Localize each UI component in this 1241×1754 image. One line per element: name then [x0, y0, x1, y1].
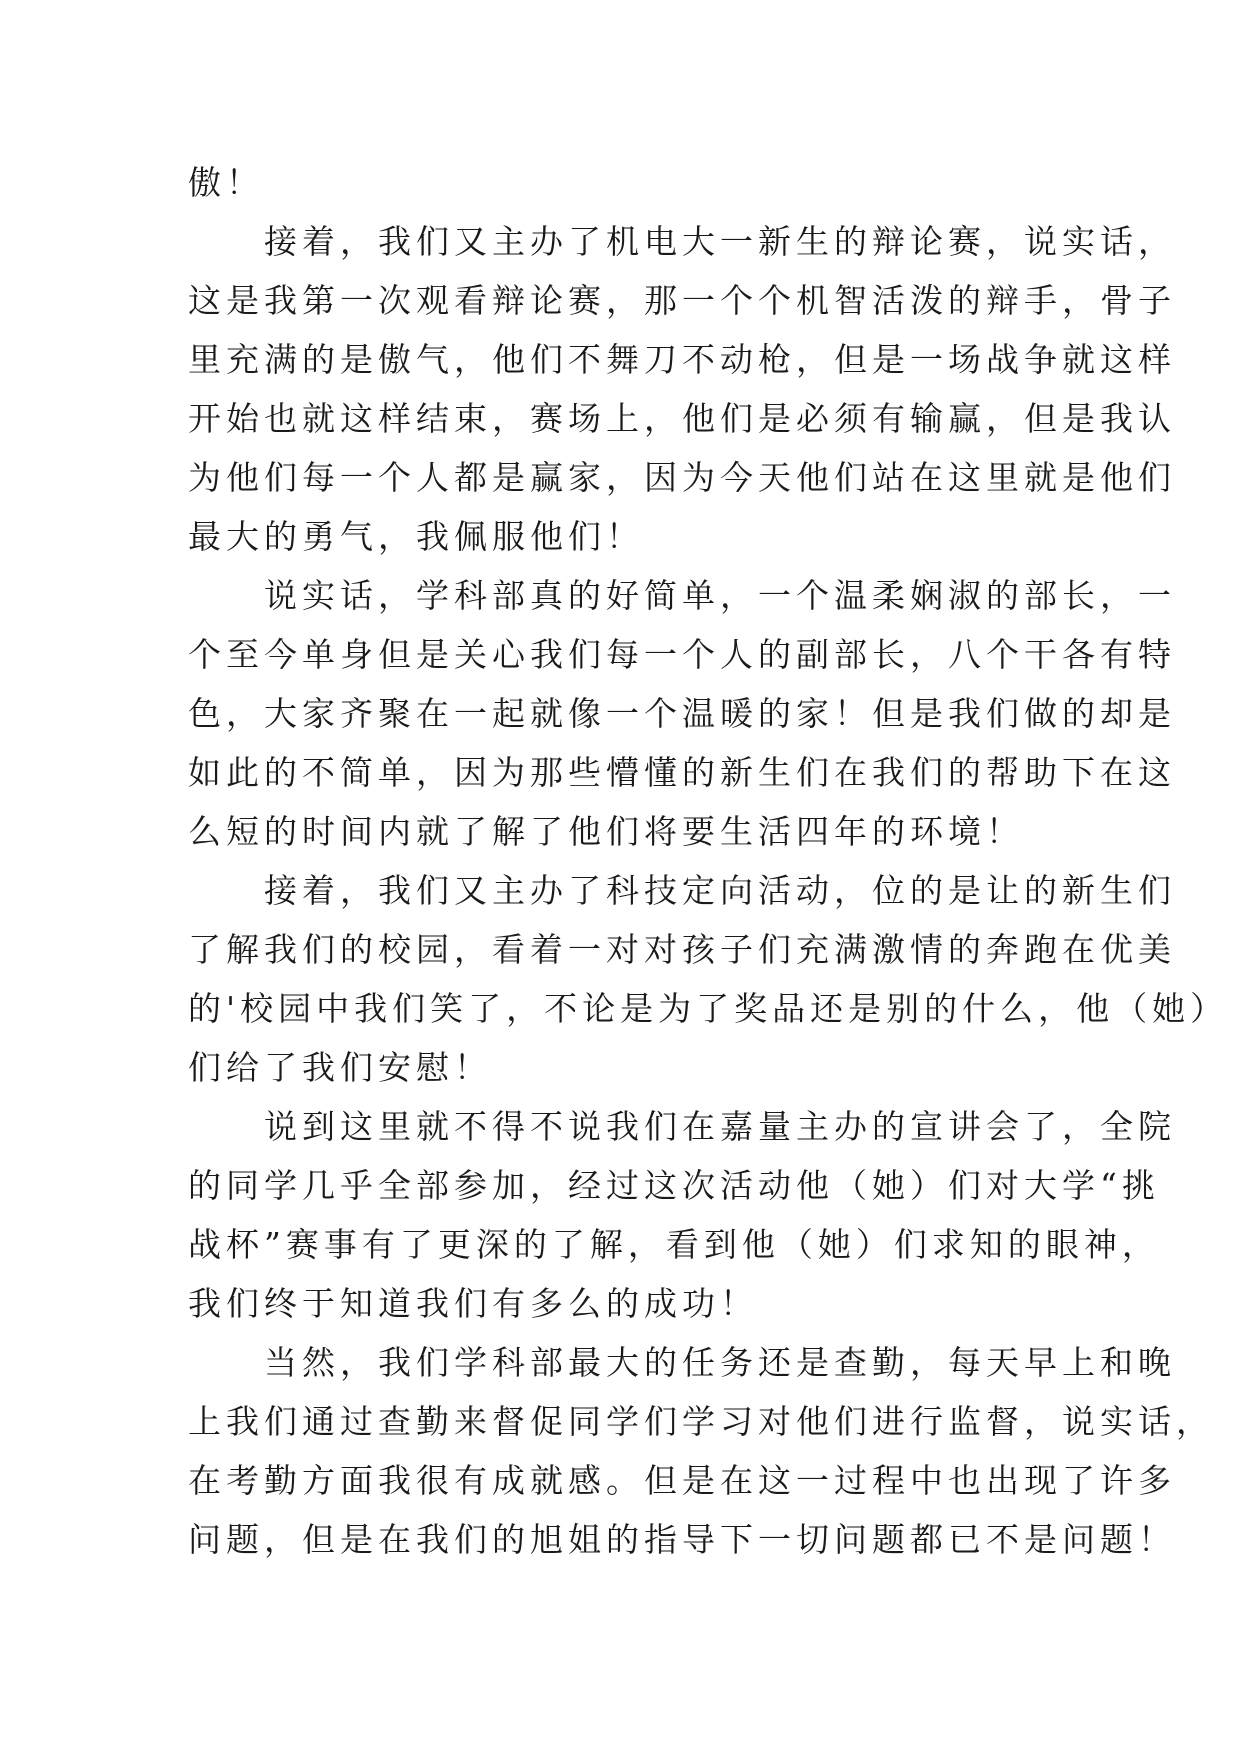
- text-line: 为他们每一个人都是赢家，因为今天他们站在这里就是他们: [188, 458, 1176, 497]
- text-line: 说到这里就不得不说我们在嘉量主办的宣讲会了，全院: [264, 1107, 1176, 1146]
- text-line: 上我们通过查勤来督促同学们学习对他们进行监督，说实话，: [188, 1402, 1214, 1441]
- text-line: 个至今单身但是关心我们每一个人的副部长，八个干各有特: [188, 635, 1176, 674]
- text-line: 傲！: [188, 163, 264, 202]
- text-line: 的'校园中我们笑了，不论是为了奖品还是别的什么，他（她）: [188, 989, 1229, 1028]
- text-line: 们给了我们安慰！: [188, 1048, 492, 1087]
- text-line: 我们终于知道我们有多么的成功！: [188, 1284, 758, 1323]
- text-line: 这是我第一次观看辩论赛，那一个个机智活泼的辩手，骨子: [188, 281, 1176, 320]
- text-line: 开始也就这样结束，赛场上，他们是必须有输赢，但是我认: [188, 399, 1176, 438]
- document-body: [188, 153, 1229, 1569]
- text-line: 当然，我们学科部最大的任务还是查勤，每天早上和晚: [264, 1343, 1176, 1382]
- text-line: 里充满的是傲气，他们不舞刀不动枪，但是一场战争就这样: [188, 340, 1176, 379]
- text-line: 的同学几乎全部参加，经过这次活动他（她）们对大学“挑: [188, 1166, 1160, 1205]
- text-line: 了解我们的校园，看着一对对孩子们充满激情的奔跑在优美: [188, 930, 1176, 969]
- text-line: 在考勤方面我很有成就感。但是在这一过程中也出现了许多: [188, 1461, 1176, 1500]
- text-line: 战杯”赛事有了更深的了解，看到他（她）们求知的眼神，: [188, 1225, 1160, 1264]
- text-line: 接着，我们又主办了机电大一新生的辩论赛，说实话，: [264, 222, 1176, 261]
- text-line: 最大的勇气，我佩服他们！: [188, 517, 644, 556]
- text-line: 接着，我们又主办了科技定向活动，位的是让的新生们: [264, 871, 1176, 910]
- text-line: 说实话，学科部真的好简单，一个温柔娴淑的部长，一: [264, 576, 1176, 615]
- text-line: 问题，但是在我们的旭姐的指导下一切问题都已不是问题！: [188, 1520, 1176, 1559]
- text-line: 如此的不简单，因为那些懵懂的新生们在我们的帮助下在这: [188, 753, 1176, 792]
- text-line: 么短的时间内就了解了他们将要生活四年的环境！: [188, 812, 1024, 851]
- text-line: 色，大家齐聚在一起就像一个温暖的家！但是我们做的却是: [188, 694, 1176, 733]
